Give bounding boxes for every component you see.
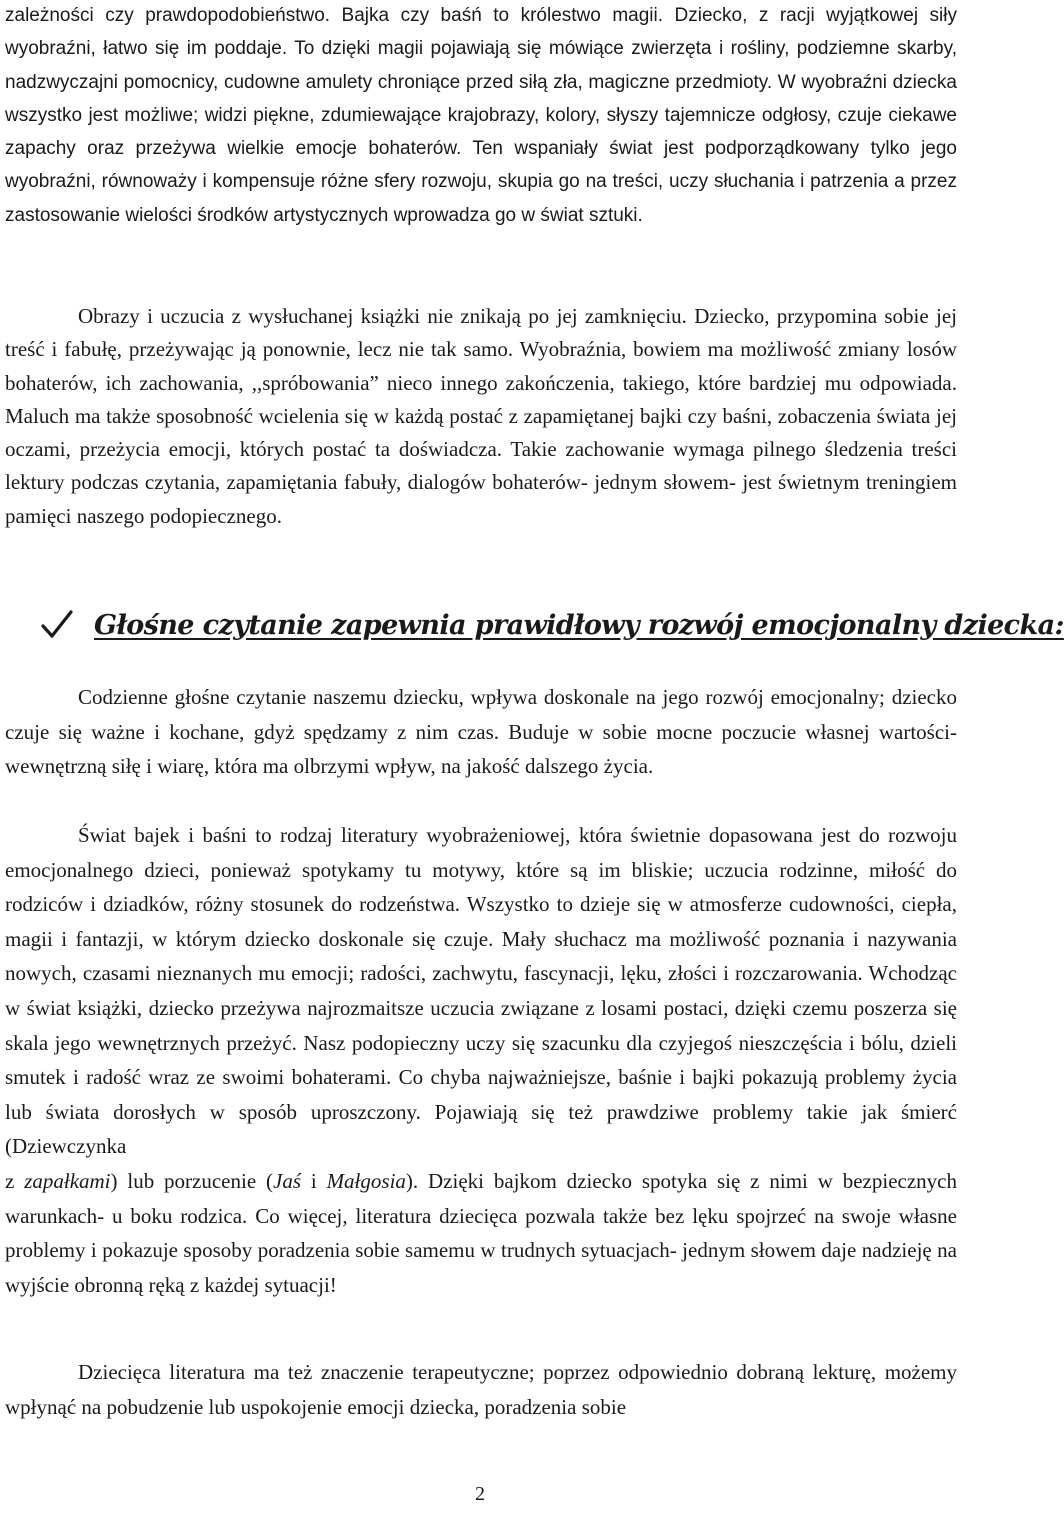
paragraph-images-feelings: Obrazy i uczucia z wysłuchanej książki nie znikają po jej zamknięciu. Dziecko, przypomina sobie jej treść i fabułę, przeżywając ją ponownie, lecz nie tak samo. Wyobraźnia, bowiem ma możliwość zmiany losów bohaterów, ich zachowania, ,,spróbowania” nieco innego zakończenia, takiego, które bardziej mu odpowiada. Maluch ma także sposobność wcielenia się w każdą postać z zapamiętanej bajki czy baśni, zobaczenia świata jej oczami, przeżycia emocji, których postać ta doświadcza. Takie zachowanie wymaga pilnego śledzenia treści lektury podczas czytania, zapamiętania fabuły, dialogów bohaterów- jednym słowem- jest świetnym treningiem pamięci naszego podopiecznego. xyxy=(5,304,957,528)
page-number: 2 xyxy=(475,1483,485,1505)
checkmark-icon xyxy=(40,608,74,642)
paragraph-magic: zależności czy prawdopodobieństwo. Bajka czy baśń to królestwo magii. Dziecko, z racji wyjątkowej siły wyobraźni, łatwo się im poddaje. To dzięki magii pojawiają się mówiące zwierzęta i rośliny, podziemne skarby, nadzwyczajni pomocnicy, cudowne amulety chroniące przed siłą zła, magiczne przedmioty. W wyobraźni dziecka wszystko jest możliwe; widzi piękne, zdumiewające krajobrazy, kolory, słyszy tajemnicze odgłosy, czuje ciekawe zapachy oraz przeżywa wielkie emocje bohaterów. Ten wspaniały świat jest podporządkowany tylko jego wyobraźni, równoważy i kompensuje różne sfery rozwoju, skupia go na treści, uczy słuchania i patrzenia a przez zastosowanie wielości środków artystycznych wprowadza go w świat sztuki. xyxy=(5,5,957,226)
title-jas: Jaś xyxy=(273,1168,302,1193)
section-heading xyxy=(40,600,1064,650)
paragraph-fairy-tales-mid2: i xyxy=(301,1168,327,1193)
title-malgosia: Małgosia xyxy=(326,1168,406,1193)
paragraph-fairy-tales-mid1: ) lub porzucenie ( xyxy=(110,1168,274,1193)
section-heading-text: Głośne czytanie zapewnia prawidłowy rozwój emocjonalny dziecka: xyxy=(94,609,1064,641)
paragraph-fairy-tales-end: ). Dzięki bajkom dziecko spotyka się z nimi w bezpiecznych warunkach- u boku rodzica. Co więcej, literatura dziecięca pozwala także bez lęku spojrzeć na swoje własne problemy i pokazuje sposoby poradzenia sobie samemu w trudnych sytuacjach- jednym słowem daje nadzieję na wyjście obronną ręką z każdej sytuacji! xyxy=(5,1168,957,1297)
paragraph-fairy-tales xyxy=(5,818,957,1302)
paragraph-therapeutic: Dziecięca literatura ma też znaczenie terapeutyczne; poprzez odpowiednio dobraną lekturę, możemy wpłynąć na pobudzenie lub uspokojenie emocji dziecka, poradzenia sobie xyxy=(5,1360,957,1419)
paragraph-fairy-tales-text: Świat bajek i baśni to rodzaj literatury wyobrażeniowej, która świetnie dopasowana jest do rozwoju emocjonalnego dzieci, ponieważ spotykamy tu motywy, które są im bliskie; uczucia rodzinne, miłość do rodziców i dziadków, różny stosunek do rodzeństwa. Wszystko to dzieje się w atmosferze cudowności, ciepła, magii i fantazji, w którym dziecko doskonale się czuje. Mały słuchacz ma możliwość poznania i nazywania nowych, czasami nieznanych mu emocji; radości, zachwytu, fascynacji, lęku, złości i rozczarowania. Wchodząc w świat książki, dziecko przeżywa najrozmaitsze uczucia związane z losami postaci, dzięki czemu poszerza się skala jego wewnętrznych przeżyć. Nasz podopieczny uczy się szacunku dla czyjegoś nieszczęścia i bólu, dzieli smutek i radość wraz ze swoimi bohaterami. Co chyba najważniejsze, baśnie i bajki pokazują problemy życia lub świata dorosłych w sposób uproszczony. Pojawiają się też prawdziwe problemy takie jak śmierć (Dziewczynka xyxy=(5,823,957,1159)
paragraph-fairy-tales-z: z xyxy=(5,1168,25,1193)
title-zapalkami: zapałkami xyxy=(24,1168,111,1193)
paragraph-daily-reading: Codzienne głośne czytanie naszemu dziecku, wpływa doskonale na jego rozwój emocjonalny; dziecko czuje się ważne i kochane, gdyż spędzamy z nim czas. Buduje w sobie mocne poczucie własnej wartości- wewnętrzną siłę i wiarę, która ma olbrzymi wpływ, na jakość dalszego życia. xyxy=(5,685,957,779)
